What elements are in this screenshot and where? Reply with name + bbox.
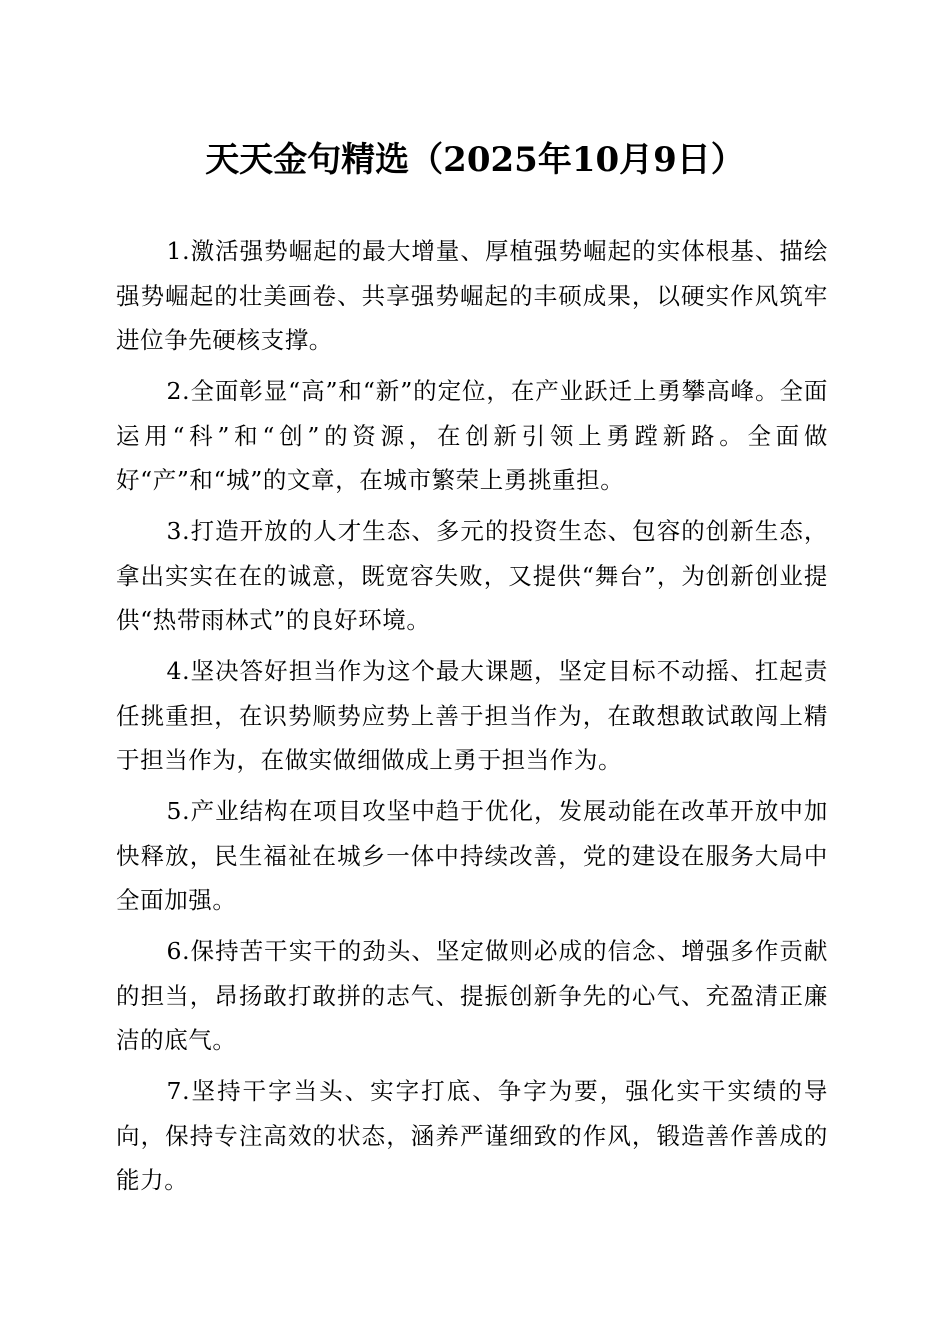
paragraph-4: 4.坚决答好担当作为这个最大课题，坚定目标不动摇、扛起责任挑重担，在识势顺势应势上善于担当作为，在敢想敢试敢闯上精于担当作为，在做实做细做成上勇于担当作为。 — [116, 657, 828, 774]
paragraph-1: 1.激活强势崛起的最大增量、厚植强势崛起的实体根基、描绘强势崛起的壮美画卷、共享强势崛起的丰硕成果，以硬实作风筑牢进位争先硬核支撑。 — [116, 237, 828, 354]
paragraph-7: 7.坚持干字当头、实字打底、争字为要，强化实干实绩的导向，保持专注高效的状态，涵养严谨细致的作风，锻造善作善成的能力。 — [116, 1077, 828, 1194]
paragraph-3: 3.打造开放的人才生态、多元的投资生态、包容的创新生态，拿出实实在在的诚意，既宽容失败，又提供“舞台”，为创新创业提供“热带雨林式”的良好环境。 — [116, 517, 828, 634]
document-title: 天天金句精选（2025年10月9日） — [205, 140, 745, 180]
document-body — [116, 229, 828, 1209]
paragraph-2: 2.全面彰显“高”和“新”的定位，在产业跃迁上勇攀高峰。全面运用“科”和“创”的资源，在创新引领上勇蹚新路。全面做好“产”和“城”的文章，在城市繁荣上勇挑重担。 — [116, 377, 828, 494]
paragraph-6: 6.保持苦干实干的劲头、坚定做则必成的信念、增强多作贡献的担当，昂扬敢打敢拼的志气、提振创新争先的心气、充盈清正廉洁的底气。 — [116, 937, 828, 1054]
paragraph-5: 5.产业结构在项目攻坚中趋于优化，发展动能在改革开放中加快释放，民生福祉在城乡一体中持续改善，党的建设在服务大局中全面加强。 — [116, 797, 828, 914]
